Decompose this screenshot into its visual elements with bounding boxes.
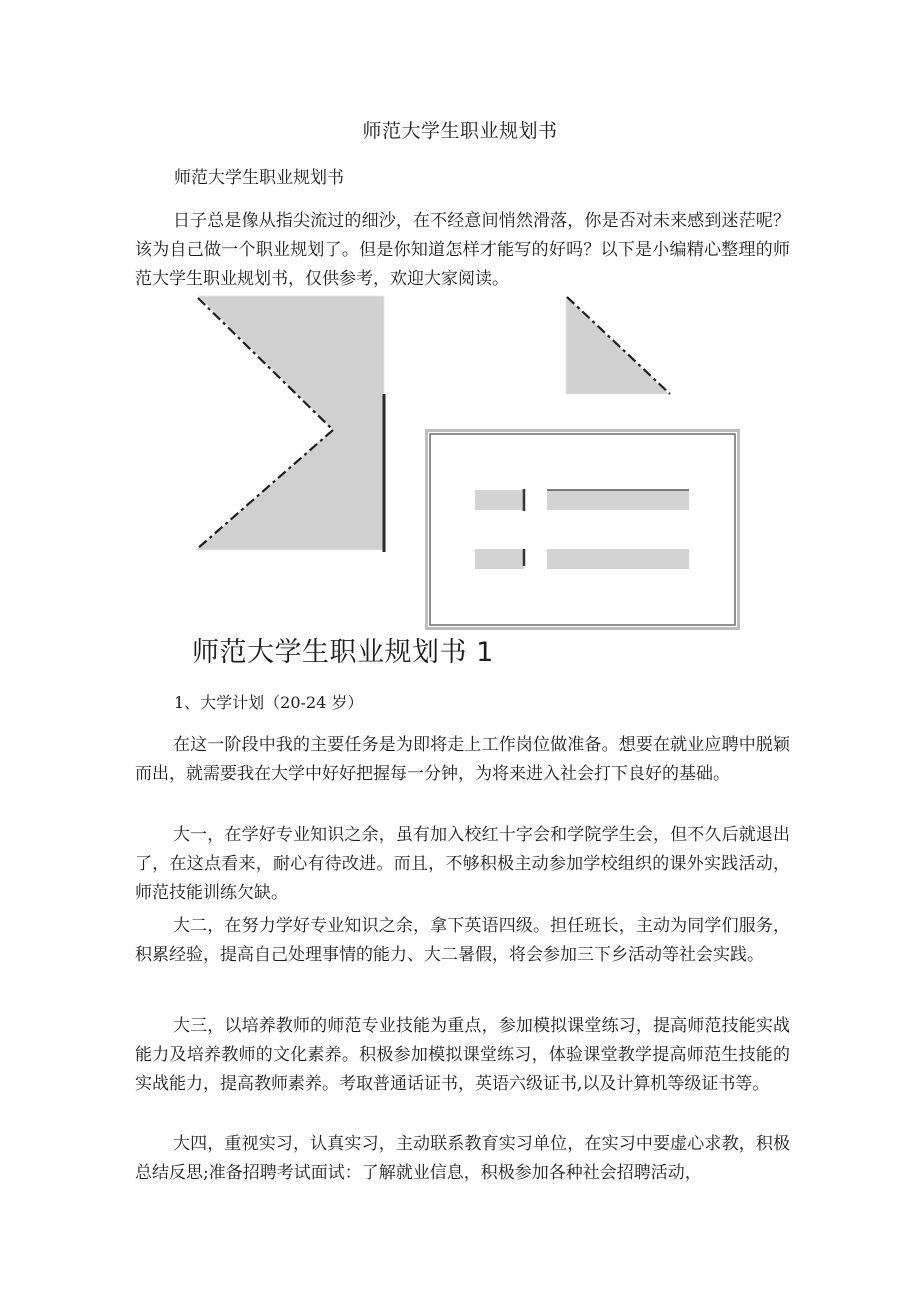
body-paragraph: 在这一阶段中我的主要任务是为即将走上工作岗位做准备。想要在就业应聘中脱颖而出，就需要我在大学中好好把握每一分钟，为将来进入社会打下良好的基础。 bbox=[135, 735, 790, 784]
document-title: 师范大学生职业规划书 bbox=[362, 120, 558, 142]
field-bar-2 bbox=[547, 549, 689, 569]
list-heading: 1、大学计划（20-24 岁） bbox=[174, 693, 364, 712]
section-heading: 师范大学生职业规划书 1 bbox=[192, 637, 494, 668]
chevron-shape bbox=[196, 296, 384, 550]
field-bar-1 bbox=[547, 490, 689, 510]
decorative-figure bbox=[0, 0, 920, 640]
body-paragraph: 大一，在学好专业知识之余，虽有加入校红十字会和学院学生会，但不久后就退出了，在这点看来，耐心有待改进。而且，不够积极主动参加学校组织的课外实践活动，师范技能训练欠缺。 bbox=[135, 825, 790, 903]
body-paragraph: 大四，重视实习，认真实习，主动联系教育实习单位，在实习中要虚心求教，积极总结反思;准备招聘考试面试：了解就业信息，积极参加各种社会招聘活动， bbox=[135, 1134, 790, 1183]
document-subtitle: 师范大学生职业规划书 bbox=[174, 168, 344, 188]
body-paragraph: 大二，在努力学好专业知识之余，拿下英语四级。担任班长，主动为同学们服务，积累经验，提高自己处理事情的能力、大二暑假，将会参加三下乡活动等社会实践。 bbox=[135, 916, 790, 965]
body-paragraph: 大三，以培养教师的师范专业技能为重点，参加模拟课堂练习，提高师范技能实战能力及培养教师的文化素养。积极参加模拟课堂练习，体验课堂教学提高师范生技能的实战能力，提高教师素养。考取普通话证书，英语六级证书,以及计算机等级证书等。 bbox=[135, 1016, 790, 1094]
label-bar-1 bbox=[475, 490, 524, 510]
label-bar-2 bbox=[475, 549, 524, 569]
intro-paragraph: 日子总是像从指尖流过的细沙，在不经意间悄然滑落，你是否对未来感到迷茫呢？该为自己做一个职业规划了。但是你知道怎样才能写的好吗？以下是小编精心整理的师范大学生职业规划书，仅供参考，欢迎大家阅读。 bbox=[135, 211, 790, 289]
frame-box bbox=[427, 431, 739, 629]
